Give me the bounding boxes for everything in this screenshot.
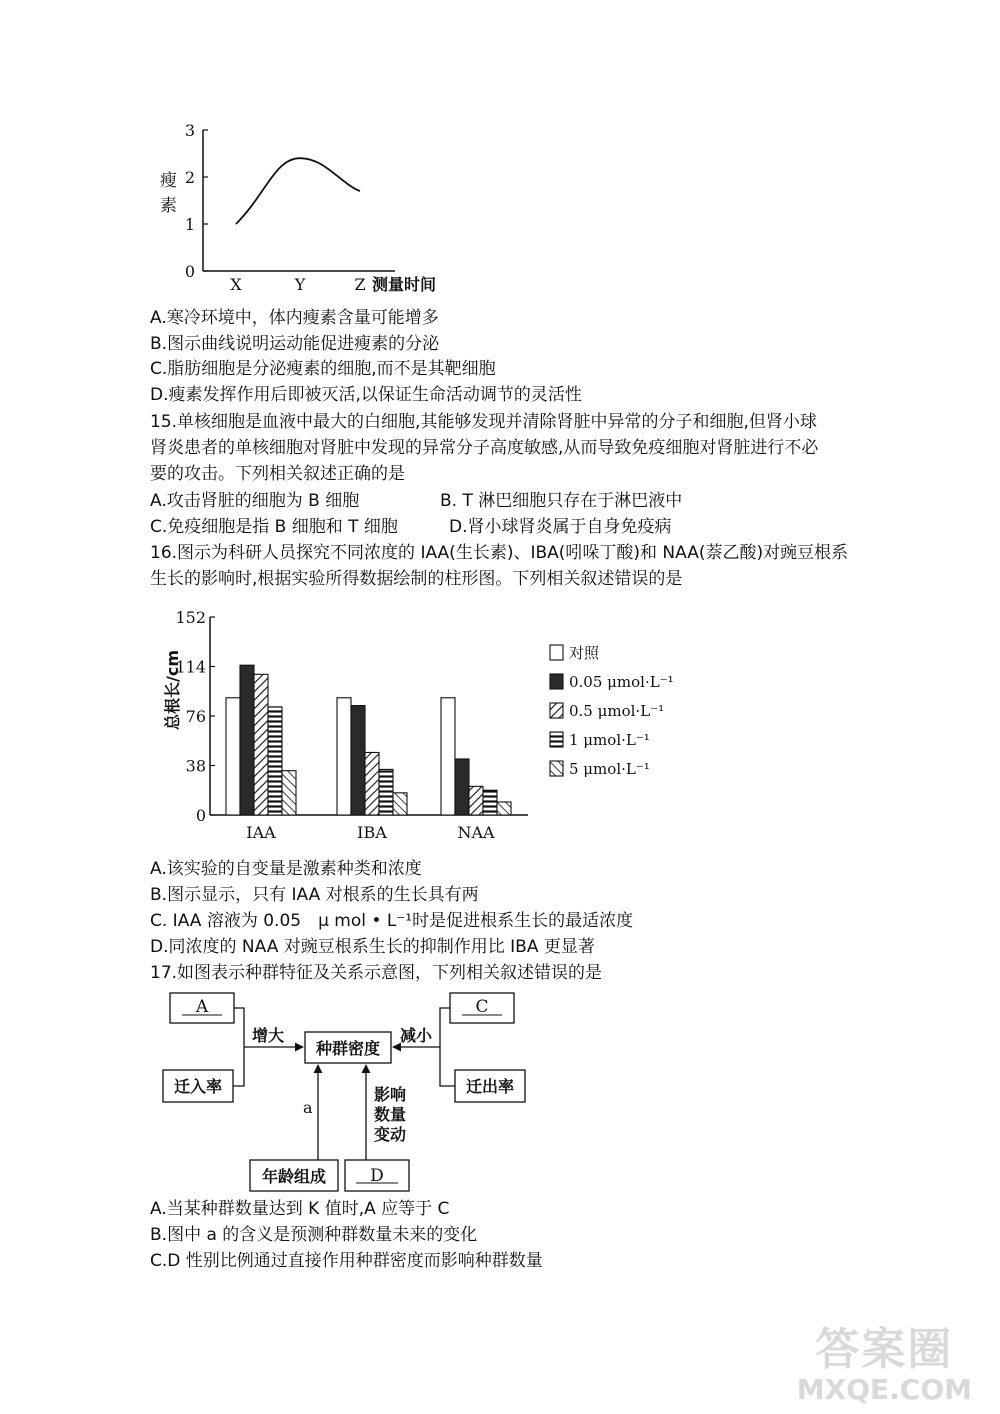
label-increase: 增大 xyxy=(252,1026,285,1045)
q16-option-a: A.该实验的自变量是激素种类和浓度 xyxy=(150,859,422,879)
x-tick-label: X xyxy=(230,275,242,294)
y-axis-label: 总根长/cm xyxy=(163,649,182,731)
y-tick-label: 38 xyxy=(185,756,206,776)
bar-iba-series-4 xyxy=(379,769,393,815)
bar-iba-series-3 xyxy=(365,752,379,815)
connector-c xyxy=(440,1008,450,1047)
y-tick-label: 152 xyxy=(175,608,206,627)
box-d-label: D xyxy=(370,1166,384,1186)
y-tick-label: 0 xyxy=(195,806,206,825)
y-tick-label: 1 xyxy=(184,215,196,234)
x-tick-label: IAA xyxy=(246,823,276,842)
q14-option-a: A.寒冷环境中，体内瘦素含量可能增多 xyxy=(150,308,439,328)
box-emigration-label: 迁出率 xyxy=(465,1077,515,1096)
q17-stem: 17.如图表示种群特征及关系示意图，下列相关叙述错误的是 xyxy=(150,963,603,983)
x-tick-label: NAA xyxy=(457,823,495,842)
q15-option-c: C.免疫细胞是指 B 细胞和 T 细胞 xyxy=(150,517,398,537)
bar-naa-series-5 xyxy=(497,802,511,815)
box-a-label: A xyxy=(195,997,209,1017)
bar-iaa-series-2 xyxy=(240,665,254,815)
y-tick-label: 76 xyxy=(185,707,206,726)
label-influence-1: 影响 xyxy=(374,1085,407,1104)
bar-iba-series-5 xyxy=(393,793,407,815)
legend-label: 对照 xyxy=(569,644,600,662)
bar-naa-series-3 xyxy=(469,786,483,815)
connector-emigration xyxy=(440,1047,455,1086)
bar-naa-series-4 xyxy=(483,790,497,815)
legend-swatch xyxy=(550,674,563,689)
bar-naa-series-2 xyxy=(455,759,469,815)
q15-stem-line-2: 肾炎患者的单核细胞对肾脏中发现的异常分子高度敏感,从而导致免疫细胞对肾脏进行不必 xyxy=(150,438,819,458)
root-length-bar-chart xyxy=(150,600,690,850)
q15-stem-line-3: 要的攻击。下列相关叙述正确的是 xyxy=(150,464,405,484)
y-tick-label: 114 xyxy=(175,657,206,677)
q15-option-a: A.攻击肾脏的细胞为 B 细胞 xyxy=(150,491,360,511)
box-population-density-label: 种群密度 xyxy=(315,1039,381,1058)
watermark xyxy=(797,1326,972,1406)
q16-option-d: D.同浓度的 NAA 对豌豆根系生长的抑制作用比 IBA 更显著 xyxy=(150,937,595,957)
population-characteristics-diagram xyxy=(160,988,560,1193)
bar-iba-series-2 xyxy=(351,706,365,815)
box-c-label: C xyxy=(475,997,489,1017)
q17-option-a: A.当某种群数量达到 K 值时,A 应等于 C xyxy=(150,1199,450,1219)
x-tick-label: Z xyxy=(354,275,366,294)
x-axis-label: 测量时间 xyxy=(372,275,437,294)
legend-swatch xyxy=(550,645,563,660)
bar-iba-series-1 xyxy=(337,698,351,815)
q17-option-c: C.D 性别比例通过直接作用种群密度而影响种群数量 xyxy=(150,1251,543,1271)
legend-label: 0.5 μmol·L⁻¹ xyxy=(569,702,665,720)
box-immigration-label: 迁入率 xyxy=(173,1077,223,1096)
legend-swatch xyxy=(550,703,563,718)
q16-stem-line-1: 16.图示为科研人员探究不同浓度的 IAA(生长素)、IBA(吲哚丁酸)和 NAA(萘乙酸)对豌豆根系 xyxy=(150,543,849,563)
watermark-url: MXQE.COM xyxy=(796,1373,972,1406)
x-tick-label: Y xyxy=(294,275,306,294)
y-axis-label-char-1: 瘦 xyxy=(160,171,177,191)
bar-iaa-series-1 xyxy=(226,698,240,815)
box-age-structure-label: 年龄组成 xyxy=(261,1167,327,1186)
y-axis-label-char-2: 素 xyxy=(160,196,177,216)
q16-stem-line-2: 生长的影响时,根据实验所得数据绘制的柱形图。下列相关叙述错误的是 xyxy=(150,569,683,589)
x-tick-label: IBA xyxy=(357,823,387,842)
connector-a xyxy=(234,1008,244,1047)
bar-iaa-series-4 xyxy=(268,707,282,815)
legend-swatch xyxy=(550,761,563,776)
watermark-logo: 答案圈 xyxy=(815,1324,954,1375)
q15-stem-line-1: 15.单核细胞是血液中最大的白细胞,其能够发现并清除肾脏中异常的分子和细胞,但肾小球 xyxy=(150,412,817,432)
bar-iaa-series-5 xyxy=(282,771,296,815)
y-tick-label: 0 xyxy=(184,262,196,281)
legend-label: 0.05 μmol·L⁻¹ xyxy=(569,673,674,691)
bar-iaa-series-3 xyxy=(254,674,268,815)
q14-option-d: D.瘦素发挥作用后即被灭活,以保证生命活动调节的灵活性 xyxy=(150,385,582,405)
connector-immigration xyxy=(233,1047,244,1086)
legend-label: 5 μmol·L⁻¹ xyxy=(569,760,650,778)
y-tick-label: 3 xyxy=(184,121,196,140)
q14-option-b: B.图示曲线说明运动能促进瘦素的分泌 xyxy=(150,334,440,354)
leptin-curve xyxy=(236,158,360,224)
label-influence-2: 数量 xyxy=(374,1105,407,1124)
leptin-line-chart xyxy=(150,118,490,298)
legend-label: 1 μmol·L⁻¹ xyxy=(569,731,650,749)
label-influence-3: 变动 xyxy=(374,1125,407,1144)
q16-option-b: B.图示显示，只有 IAA 对根系的生长具有两 xyxy=(150,885,479,905)
bar-naa-series-1 xyxy=(441,698,455,815)
legend-swatch xyxy=(550,732,563,747)
q14-option-c: C.脂肪细胞是分泌瘦素的细胞,而不是其靶细胞 xyxy=(150,359,496,379)
y-tick-label: 2 xyxy=(184,168,196,187)
label-decrease: 减小 xyxy=(400,1026,433,1045)
q15-option-b: B. T 淋巴细胞只存在于淋巴液中 xyxy=(440,491,683,511)
label-a: a xyxy=(303,1098,313,1117)
q15-option-d: D.肾小球肾炎属于自身免疫病 xyxy=(449,517,672,537)
q16-option-c: C. IAA 溶液为 0.05 μ mol • L⁻¹时是促进根系生长的最适浓度 xyxy=(150,911,634,931)
q17-option-b: B.图中 a 的含义是预测种群数量未来的变化 xyxy=(150,1225,478,1245)
